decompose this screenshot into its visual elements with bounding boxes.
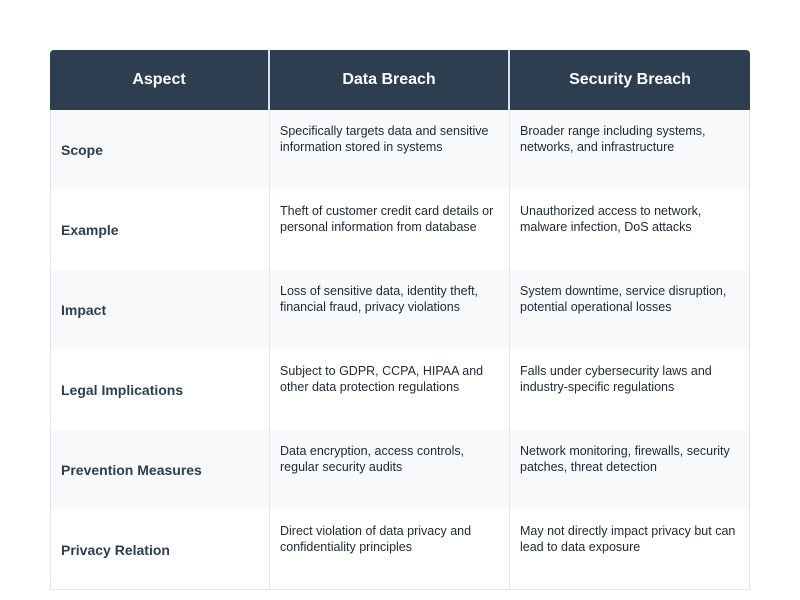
row-security-breach-cell: May not directly impact privacy but can lead to data exposure xyxy=(510,510,750,590)
table-row xyxy=(50,430,750,510)
row-data-breach-cell: Data encryption, access controls, regular security audits xyxy=(270,430,510,510)
row-data-breach-cell: Specifically targets data and sensitive information stored in systems xyxy=(270,110,510,190)
row-aspect-label: Prevention Measures xyxy=(50,430,270,510)
table-row xyxy=(50,110,750,190)
row-security-breach-cell: Broader range including systems, networks, and infrastructure xyxy=(510,110,750,190)
row-data-breach-cell: Loss of sensitive data, identity theft, financial fraud, privacy violations xyxy=(270,270,510,350)
table-row xyxy=(50,510,750,590)
row-aspect-label: Impact xyxy=(50,270,270,350)
comparison-table-container xyxy=(50,50,750,590)
row-data-breach-cell: Theft of customer credit card details or personal information from database xyxy=(270,190,510,270)
table-header-row xyxy=(50,50,750,110)
row-data-breach-cell: Subject to GDPR, CCPA, HIPAA and other data protection regulations xyxy=(270,350,510,430)
row-data-breach-cell: Direct violation of data privacy and confidentiality principles xyxy=(270,510,510,590)
row-security-breach-cell: System downtime, service disruption, potential operational losses xyxy=(510,270,750,350)
row-security-breach-cell: Network monitoring, firewalls, security patches, threat detection xyxy=(510,430,750,510)
table-row xyxy=(50,270,750,350)
comparison-table xyxy=(50,50,750,590)
row-aspect-label: Example xyxy=(50,190,270,270)
header-data-breach: Data Breach xyxy=(270,50,510,110)
row-aspect-label: Legal Implications xyxy=(50,350,270,430)
row-aspect-label: Privacy Relation xyxy=(50,510,270,590)
row-security-breach-cell: Falls under cybersecurity laws and industry-specific regulations xyxy=(510,350,750,430)
table-row xyxy=(50,350,750,430)
row-aspect-label: Scope xyxy=(50,110,270,190)
header-security-breach: Security Breach xyxy=(510,50,750,110)
header-aspect: Aspect xyxy=(50,50,270,110)
table-row xyxy=(50,190,750,270)
row-security-breach-cell: Unauthorized access to network, malware infection, DoS attacks xyxy=(510,190,750,270)
